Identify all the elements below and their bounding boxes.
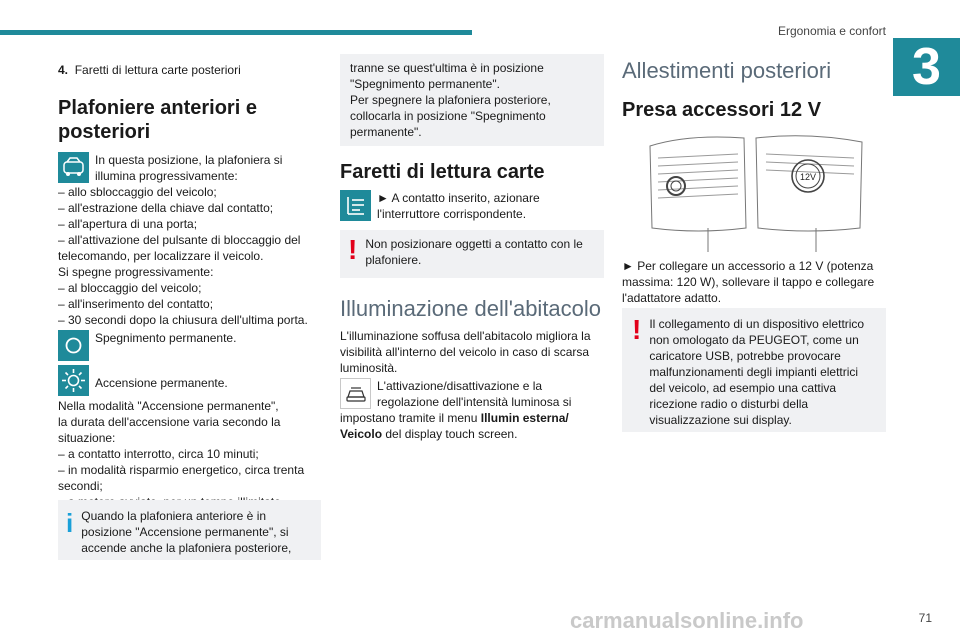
header-bar xyxy=(0,30,472,35)
action-text: ► A contatto inserito, azionare l'interruttore corrispondente. xyxy=(377,191,540,221)
text-line: – all'inserimento del contatto; xyxy=(58,297,214,311)
socket-label: 12V xyxy=(799,172,817,182)
socket-illustration xyxy=(648,128,864,252)
warning-box-presa xyxy=(622,308,886,432)
warning-box xyxy=(340,230,604,278)
icon-row-on xyxy=(58,365,320,396)
text-line: – all'estrazione della chiave dal contatto; xyxy=(58,201,274,215)
text-line: – allo sbloccaggio del veicolo; xyxy=(58,185,217,199)
icon-row-ambient xyxy=(340,378,604,410)
warning-icon: ! xyxy=(632,314,642,345)
sun-on-icon xyxy=(58,365,89,396)
text-line: Nella modalità "Accensione permanente", xyxy=(58,399,279,413)
car-door-light-icon xyxy=(58,152,89,183)
text-line: – 30 secondi dopo la chiusura dell'ultima porta. xyxy=(58,313,308,327)
section-title: Ergonomia e confort xyxy=(777,24,886,38)
info-box xyxy=(58,500,321,560)
page-number: 71 xyxy=(918,611,932,625)
watermark: carmanualsonline.info xyxy=(570,608,804,633)
heading-faretti: Faretti di lettura carte xyxy=(340,161,545,183)
middle-column xyxy=(340,160,604,442)
text-line: – all'attivazione del pulsante di bloccaggio del telecomando, per localizzare il veicolo. xyxy=(58,233,301,263)
left-column xyxy=(58,62,320,510)
text-line: la durata dell'accensione varia secondo la situazione: xyxy=(58,415,281,445)
icon1-text: In questa posizione, la plafoniera si illumina progressivamente: xyxy=(95,153,283,183)
item-4: 4. Faretti di lettura carte posteriori xyxy=(58,63,241,77)
right-column xyxy=(622,58,886,122)
ambient-text: L'attivazione/disattivazione e la regolazione dell'intensità luminosa si xyxy=(377,379,572,409)
reading-light-icon xyxy=(340,190,371,221)
heading-presa: Presa accessori 12 V xyxy=(622,99,822,121)
car-interior-icon xyxy=(340,378,371,409)
icon-row-off xyxy=(58,330,320,361)
text-line: – al bloccaggio del veicolo; xyxy=(58,281,202,295)
warning-text: Non posizionare oggetti a contatto con le plafoniere. xyxy=(365,237,583,267)
circle-off-icon xyxy=(58,330,89,361)
text-line: Si spegne progressivamente: xyxy=(58,265,214,279)
heading-illuminazione: Illuminazione dell'abitacolo xyxy=(340,296,602,321)
warning-presa-text: Il collegamento di un dispositivo elettrico non omologato da PEUGEOT, come un caricatore USB, potrebbe provocare malfunzionamenti degli impianti elettrici del veicolo, ad esempio una cattiva ricezione radio o disturbi della visualizzazione sui display. xyxy=(649,317,865,427)
presa-para: ► Per collegare un accessorio a 12 V (potenza massima: 120 W), sollevare il tappo e collegare l'adattatore adatto. xyxy=(622,259,875,305)
text-line: – all'apertura di una porta; xyxy=(58,217,198,231)
info-box-continued: tranne se quest'ultima è in posizione "Spegnimento permanente". Per spegnere la plafoniera posteriore, collocarla in posizione "Spegnimento permanente". xyxy=(340,54,604,146)
info-icon: i xyxy=(66,508,74,538)
text-line: – in modalità risparmio energetico, circa trenta secondi; xyxy=(58,463,305,493)
warning-icon: ! xyxy=(348,234,358,265)
text-line: – a contatto interrotto, circa 10 minuti; xyxy=(58,447,259,461)
icon3-text: Accensione permanente. xyxy=(95,376,228,390)
chapter-number: 3 xyxy=(893,38,960,96)
ambient-text-cont: impostano tramite il menu Illumin esterna/ Veicolo del display touch screen. xyxy=(340,411,569,441)
icon-row-reading-light xyxy=(340,190,604,222)
illuminazione-para: L'illuminazione soffusa dell'abitacolo migliora la visibilità all'interno del veicolo in caso di scarsa luminosità. xyxy=(340,329,591,375)
icon-row-door-mode xyxy=(58,152,320,184)
icon2-text: Spegnimento permanente. xyxy=(95,331,237,345)
heading-allestimenti: Allestimenti posteriori xyxy=(622,58,832,83)
info-text: Quando la plafoniera anteriore è in posizione "Accensione permanente", si accende anche la plafoniera posteriore, xyxy=(81,509,292,555)
heading-plafoniere: Plafoniere anteriori e posteriori xyxy=(58,97,257,143)
